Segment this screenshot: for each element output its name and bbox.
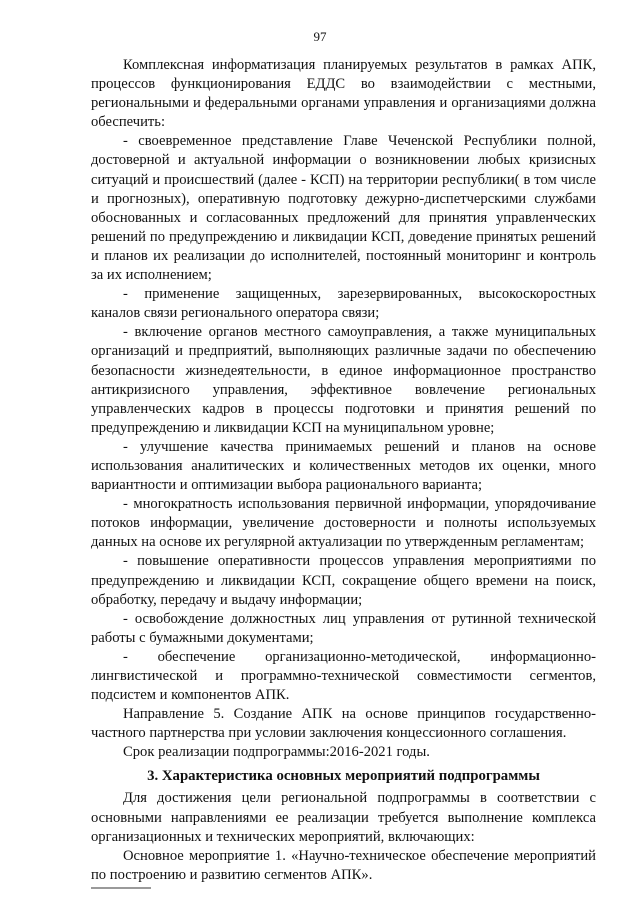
paragraph-direction-5: Направление 5. Создание АПК на основе принципов государственно-частного партнерства при условии заключения концессионного соглашения. bbox=[91, 706, 596, 742]
paragraph-item-efficiency: - повышение оперативности процессов управления мероприятиями по предупреждению и ликвидации КСП, сокращение общего времени на поиск, обработку, передачу и выдачу информации; bbox=[91, 553, 596, 608]
paragraph-section-intro: Для достижения цели региональной подпрограммы в соответствии с основными направлениями ее реализации требуется выполнение комплекса организационных и технических мероприятий, включающих: bbox=[91, 790, 596, 845]
footer-mark bbox=[91, 887, 151, 889]
paragraph-item-compatibility: - обеспечение организационно-методической, информационно-лингвистической и программно-технической совместимости сегментов, подсистем и компонентов АПК. bbox=[91, 648, 596, 704]
paragraph-intro: Комплексная информатизация планируемых результатов в рамках АПК, процессов функционирования ЕДДС во взаимодействии с местными, региональными и федеральными органами управления и организациями должна обеспечить: bbox=[91, 57, 596, 131]
paragraph-item-information-reuse: - многократность использования первичной информации, упорядочивание потоков информации, увеличение достоверности и полноты используемых данных на основе их регулярной актуализации по утвержденным регламентам; bbox=[91, 496, 596, 551]
document-body bbox=[91, 56, 596, 885]
paragraph-item-local-authorities: - включение органов местного самоуправления, а также муниципальных организаций и предприятий, выполняющих различные задачи по обеспечению безопасности жизнедеятельности, в единое информационное пространство антикризисного управления, эффективное вовлечение региональных управленческих кадров в процессы подготовки и принятия решений по предупреждению и ликвидации КСП на муниципальном уровне; bbox=[91, 324, 596, 436]
paragraph-main-activity-1: Основное мероприятие 1. «Научно-техническое обеспечение мероприятий по построению и развитию сегментов АПК». bbox=[91, 847, 596, 883]
paragraph-implementation-period: Срок реализации подпрограммы:2016-2021 годы. bbox=[123, 744, 430, 761]
page-number: 97 bbox=[313, 29, 327, 44]
section-heading: 3. Характеристика основных мероприятий подпрограммы bbox=[147, 768, 540, 785]
paragraph-item-paperwork-relief: - освобождение должностных лиц управления от рутинной технической работы с бумажными документами; bbox=[91, 610, 596, 646]
paragraph-item-decision-quality: - улучшение качества принимаемых решений и планов на основе использования аналитических и количественных методов их оценки, много вариантности и оптимизации выбора рационального варианта; bbox=[91, 438, 596, 494]
paragraph-item-secure-channels: - применение защищенных, зарезервированных, высокоскоростных каналов связи регионального оператора связи; bbox=[91, 286, 596, 322]
paragraph-item-timely-information: - своевременное представление Главе Чеченской Республики полной, достоверной и актуальной информации о возникновении любых кризисных ситуаций и происшествий (далее - КСП) на территории республики( в том числе и прогнозных), оперативную подготовку дежурно-диспетчерскими службами обоснованных и согласованных предложений для принятия управленческих решений по предупреждению и ликвидации КСП, доведение принятых решений и планов их реализации до исполнителей, постоянный мониторинг и контроль за их исполнением; bbox=[91, 133, 596, 284]
